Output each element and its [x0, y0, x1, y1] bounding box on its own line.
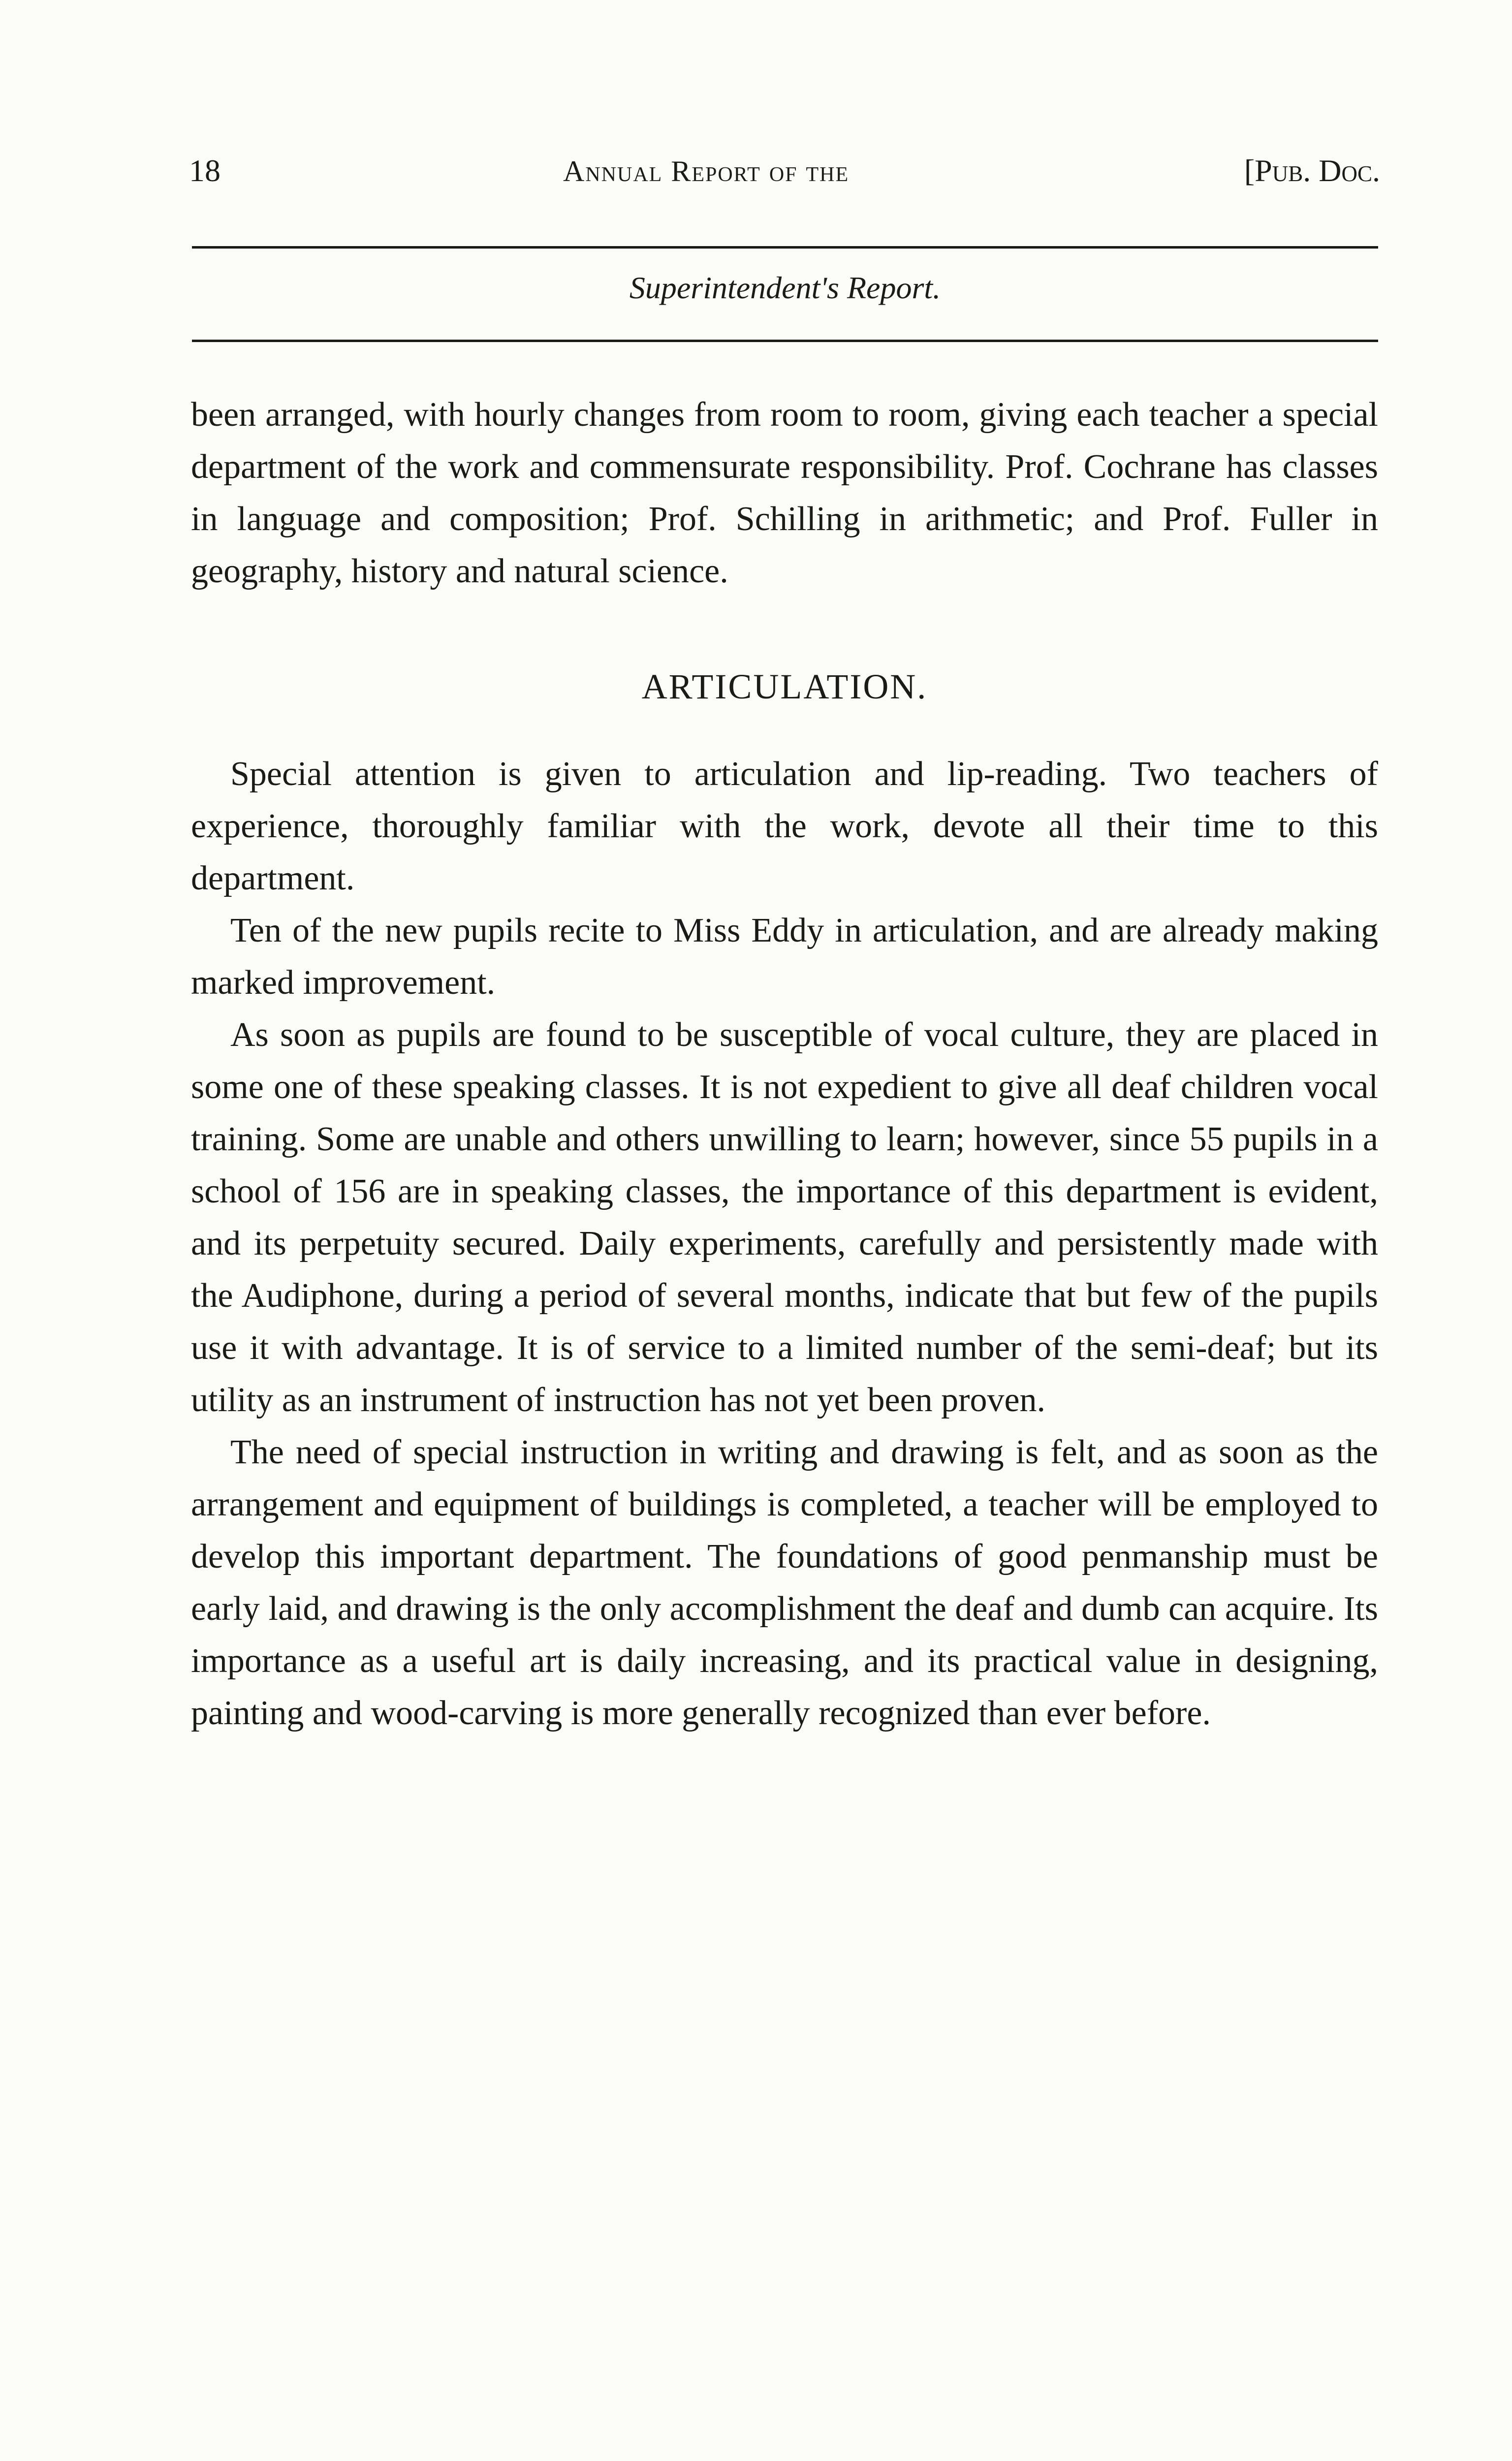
paragraph: Special attention is given to articulation and lip-reading. Two teachers of experience, thoroughly familiar with the work, devote all their time to this department. [191, 755, 1378, 897]
running-header [189, 153, 1380, 197]
document-reference: [Pub. Doc. [1244, 153, 1380, 188]
paragraph: As soon as pupils are found to be susceptible of vocal culture, they are placed in some one of these speaking classes. It is not expedient to give all deaf children vocal training. Some are unable and others unwilling to learn; however, since 55 pupils in a school of 156 are in speaking classes, the importance of this department is evident, and its perpetuity secured. Daily experiments, carefully and persistently made with the Audiphone, during a period of several months, indicate that but few of the pupils use it with advantage. It is of service to a limited number of the semi-deaf; but its utility as an instrument of instruction has not yet been proven. [191, 1016, 1378, 1419]
header-rule-top [192, 246, 1378, 249]
paragraph: Ten of the new pupils recite to Miss Eddy in articulation, and are already making marked improvement. [191, 912, 1378, 1002]
running-title: Annual Report of the [563, 155, 850, 188]
body-text [191, 389, 1378, 1739]
page-number: 18 [189, 153, 220, 188]
continued-paragraph: been arranged, with hourly changes from room to room, giving each teacher a special department of the work and commensurate responsibility. Prof. Cochrane has classes in language and composition; Prof. Schilling in arithmetic; and Prof. Fuller in geography, history and natural science. [191, 396, 1378, 590]
section-heading-articulation: ARTICULATION. [641, 667, 928, 706]
section-subheader: Superintendent's Report. [629, 270, 941, 305]
header-rule-bottom [192, 340, 1378, 342]
paragraph: The need of special instruction in writing and drawing is felt, and as soon as the arrangement and equipment of buildings is completed, a teacher will be employed to develop this important department. The foundations of good penmanship must be early laid, and drawing is the only accomplishment the deaf and dumb can acquire. Its importance as a useful art is daily increasing, and its practical value in designing, painting and wood-carving is more generally recognized than ever before. [191, 1433, 1378, 1732]
